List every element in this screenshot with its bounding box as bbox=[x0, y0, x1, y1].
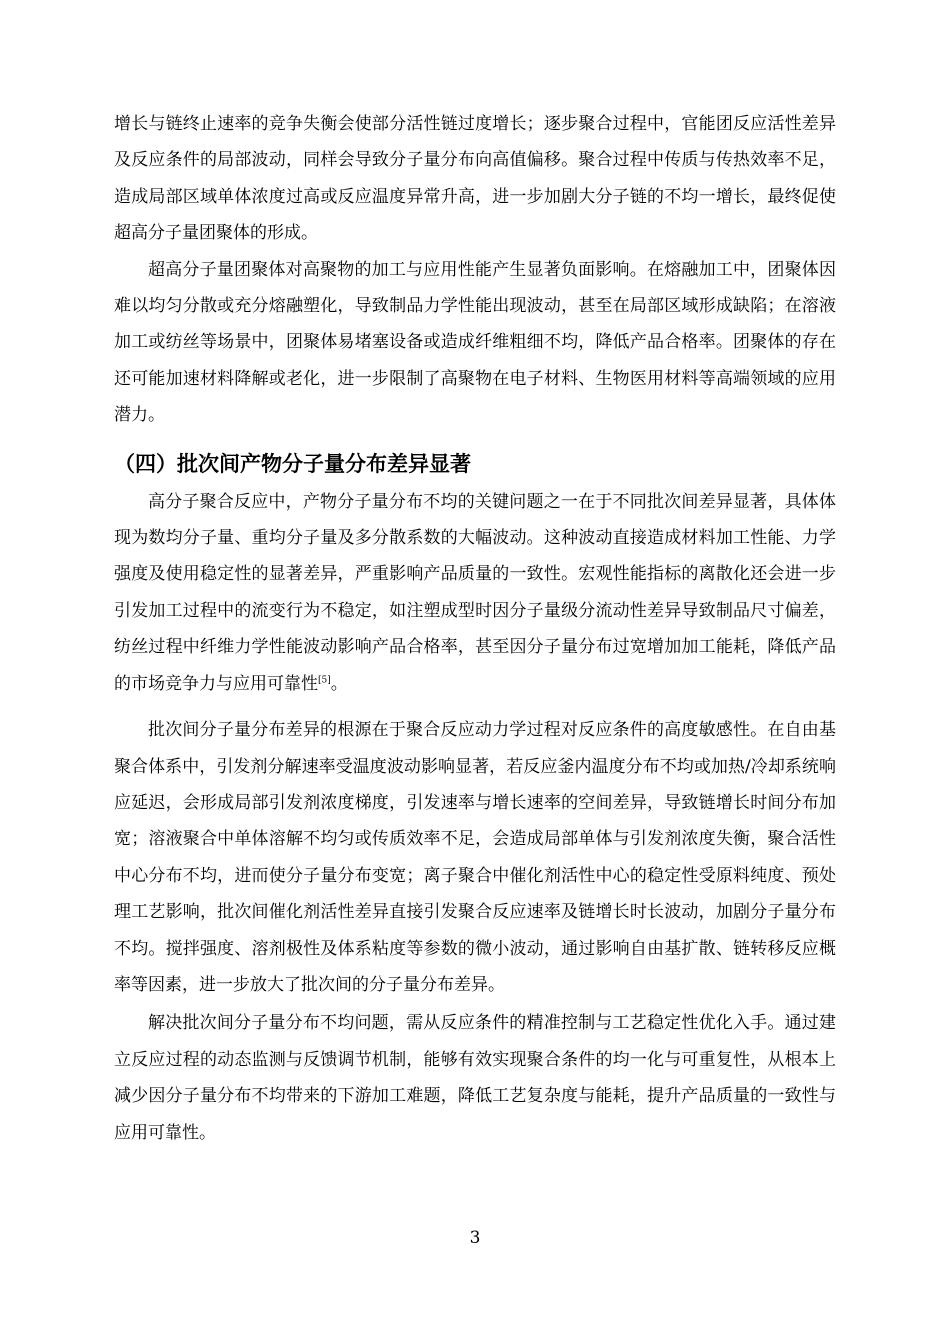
paragraph-root-cause: 批次间分子量分布差异的根源在于聚合反应动力学过程对反应条件的高度敏感性。在自由基聚合体系中，引发剂分解速率受温度波动影响显著，若反应釜内温度分布不均或加热/冷却系统响应延迟，会形成局部引发剂浓度梯度，引发速率与增长速率的空间差异，导致链增长时间分布加宽；溶液聚合中单体溶解不均匀或传质效率不足，会造成局部单体与引发剂浓度失衡，聚合活性中心分布不均，进而使分子量分布变宽；离子聚合中催化剂活性中心的稳定性受原料纯度、预处理工艺影响，批次间催化剂活性差异直接引发聚合反应速率及链增长时长波动，加剧分子量分布不均。搅拌强度、溶剂极性及体系粘度等参数的微小波动，通过影响自由基扩散、链转移反应概率等因素，进一步放大了批次间的分子量分布差异。 bbox=[114, 720, 836, 995]
page-number: 3 bbox=[469, 1228, 481, 1248]
page-body bbox=[114, 106, 836, 1151]
citation-reference: [5] bbox=[318, 675, 331, 686]
paragraph-end-punctuation: 。 bbox=[330, 673, 348, 694]
paragraph-continued: 增长与链终止速率的竞争失衡会使部分活性链过度增长；逐步聚合过程中，官能团反应活性差异及反应条件的局部波动，同样会导致分子量分布向高值偏移。聚合过程中传质与传热效率不足，造成局部区域单体浓度过高或反应温度异常升高，进一步加剧大分子链的不均一增长，最终促使超高分子量团聚体的形成。 bbox=[114, 114, 836, 244]
paragraph-solution: 解决批次间分子量分布不均问题，需从反应条件的精准控制与工艺稳定性优化入手。通过建立反应过程的动态监测与反馈调节机制，能够有效实现聚合条件的均一化与可重复性，从根本上减少因分子量分布不均带来的下游加工难题，降低工艺复杂度与能耗，提升产品质量的一致性与应用可靠性。 bbox=[114, 1013, 836, 1143]
paragraph-agglomerate-impact: 超高分子量团聚体对高聚物的加工与应用性能产生显著负面影响。在熔融加工中，团聚体因难以均匀分散或充分熔融塑化，导致制品力学性能出现波动，甚至在局部区域形成缺陷；在溶液加工或纺丝等场景中，团聚体易堵塞设备或造成纤维粗细不均，降低产品合格率。团聚体的存在还可能加速材料降解或老化，进一步限制了高聚物在电子材料、生物医用材料等高端领域的应用潜力。 bbox=[114, 259, 836, 426]
section-heading: （四）批次间产物分子量分布差异显著 bbox=[114, 451, 471, 476]
paragraph-batch-variation-text: 高分子聚合反应中，产物分子量分布不均的关键问题之一在于不同批次间差异显著，具体体现为数均分子量、重均分子量及多分散系数的大幅波动。这种波动直接造成材料加工性能、力学强度及使用稳定性的显著差异，严重影响产品质量的一致性。宏观性能指标的离散化还会进一步引发加工过程中的流变行为不稳定，如注塑成型时因分子量级分流动性差异导致制品尺寸偏差，纺丝过程中纤维力学性能波动影响产品合格率，甚至因分子量分布过宽增加加工能耗，降低产品的市场竞争力与应用可靠性 bbox=[114, 491, 836, 694]
paragraph-batch-variation bbox=[114, 484, 836, 702]
